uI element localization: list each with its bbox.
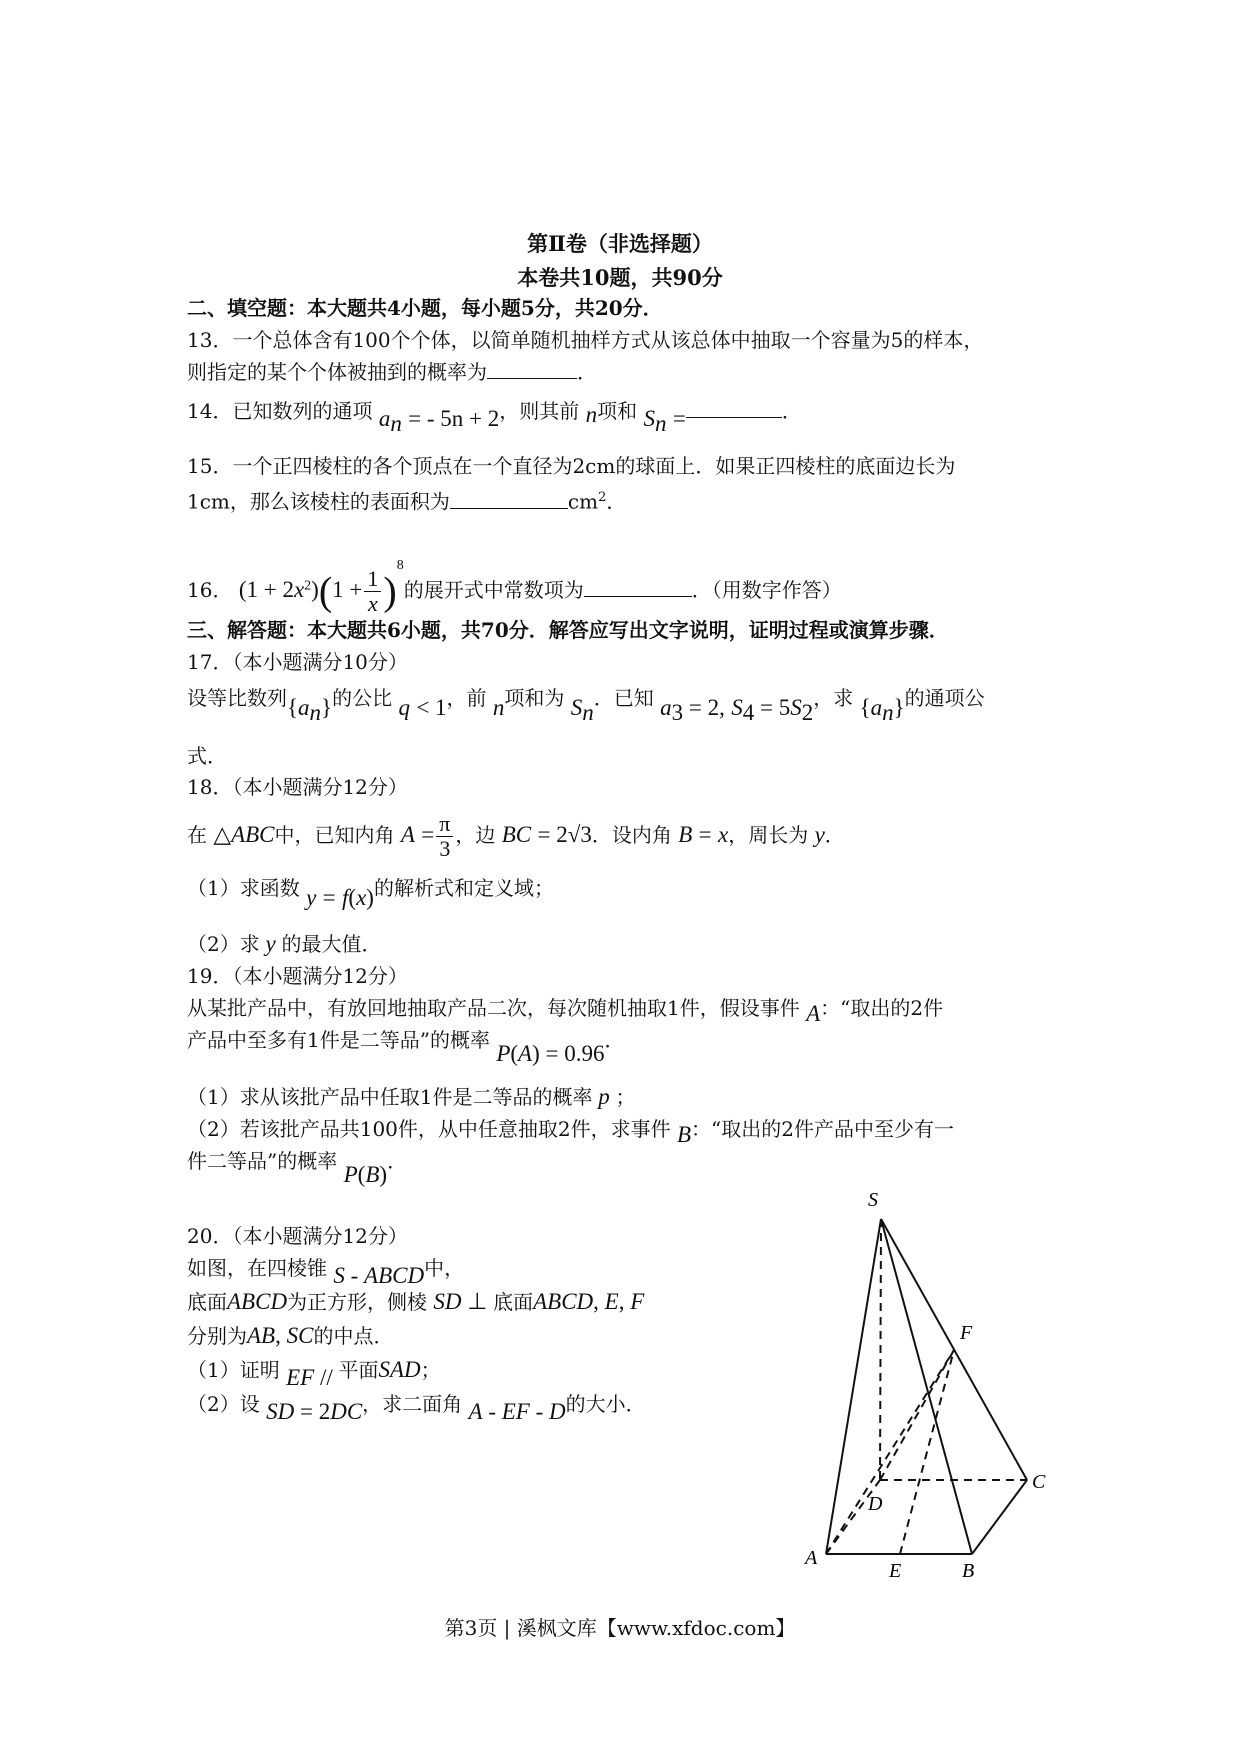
q16-line [187, 538, 842, 620]
q17-text: 项和为 [504, 686, 565, 710]
q19-prob: P(A) = 0.96 [496, 1041, 605, 1066]
fill-blank-heading: 二、填空题：本大题共4小题，每小题5分，共20分． [187, 296, 663, 320]
q15-line1: 15．一个正四棱柱的各个顶点在一个直径为2cm的球面上．如果正四棱柱的底面边长为 [187, 454, 956, 478]
q14-mid2: 项和 [597, 399, 638, 423]
q20-ab-sc: AB, SC [247, 1323, 314, 1348]
q19-text: ； [615, 1085, 636, 1109]
q18-text: 的解析式和定义域； [373, 876, 554, 900]
q19-line1 [187, 993, 944, 1026]
answer-blank [584, 576, 692, 597]
q18-text: ，边 [455, 823, 496, 847]
q18-text: 中，已知内角 [274, 823, 395, 847]
q19-line2: 产品中至多有1件是二等品”的概率 P(A) = 0.96． [187, 1028, 625, 1066]
q19-title: 19．（本小题满分12分） [187, 964, 408, 988]
q20-pyramid: S - ABCD [333, 1263, 425, 1288]
answer-blank [487, 358, 577, 379]
q19-prob-b: P(B) [343, 1162, 388, 1187]
q14-mid: ，则其前 [499, 399, 580, 423]
q19-event-b: B [676, 1122, 692, 1147]
q20-title: 20．（本小题满分12分） [187, 1224, 408, 1248]
q17-sn: $S_n$ [570, 695, 594, 725]
section-subtitle: 本卷共10题，共90分 [517, 265, 723, 290]
solve-heading: 三、解答题：本大题共6小题，共70分．解答应写出文字说明，证明过程或演算步骤． [187, 618, 949, 642]
label-f: F [960, 1322, 973, 1344]
q17-cond: $a_3 = 2$, $S_4 = 5S_2$ [660, 695, 814, 725]
q14-line [187, 396, 802, 436]
q19-event-a: A [806, 1001, 821, 1026]
q19-part1: （1）求从该批产品中任取1件是二等品的概率 p ； [187, 1084, 636, 1109]
q19-text: （2）若该批产品共100件，从中任意抽取2件，求事件 [187, 1117, 671, 1141]
q18-text: （2）求 [187, 932, 260, 956]
q16-prefix: 16． [187, 578, 233, 602]
q19-text: ：“取出的2件产品中至少有一 [691, 1117, 954, 1141]
label-c: C [1032, 1471, 1046, 1493]
q20-text: 分别为 [187, 1324, 247, 1348]
q20-text: 为正方形，侧棱 [287, 1290, 428, 1314]
q20-text: ，求二面角 [362, 1392, 463, 1416]
q18-text: ． [824, 823, 845, 847]
q17-text: 的公比 [332, 686, 393, 710]
q20-text: 的大小． [565, 1392, 646, 1416]
q17-text: 设等比数列 [187, 686, 287, 710]
q15-unit-sup: 2 [598, 490, 607, 505]
q20-base: ABCD [227, 1289, 288, 1314]
page-footer: 第3页 | 溪枫文库【www.xfdoc.com】 [444, 1616, 796, 1640]
q13-line1: 13．一个总体含有100个个体，以简单随机抽样方式从该总体中抽取一个容量为5的样本， [187, 328, 984, 352]
q20-sd: SD [433, 1289, 462, 1314]
q18-text: 在 [187, 823, 207, 847]
q16-suffix: 的展开式中常数项为 [403, 578, 584, 602]
q18-angle-b: B = x [678, 822, 729, 847]
q19-part2-line2: 件二等品”的概率 P(B)． [187, 1149, 408, 1187]
q19-text: 从某批产品中，有放回地抽取产品二次，每次随机抽取1件，假设事件 [187, 996, 800, 1020]
label-d: D [868, 1493, 883, 1515]
q17-text: 的通项公 [904, 686, 985, 710]
q18-function: y = f(x) [306, 885, 374, 910]
q20-text: （2）设 [187, 1392, 260, 1416]
q17-n: n [492, 695, 505, 720]
q18-text: 的最大值． [281, 932, 382, 956]
q18-side: BC = 2√3 [501, 822, 592, 847]
q17-line1 [187, 683, 985, 725]
label-s: S [868, 1189, 878, 1211]
q18-text: （1）求函数 [187, 876, 300, 900]
q20-text: 底面 [187, 1290, 227, 1314]
q20-dihedral: A - EF - D [468, 1399, 566, 1424]
q20-text: 中， [424, 1256, 465, 1280]
q15-line2 [187, 483, 626, 517]
q18-text: ．设内角 [591, 823, 672, 847]
q18-line1 [187, 810, 845, 861]
q20-text: 平面 [338, 1358, 379, 1382]
q17-an: $\{a_n\}$ [287, 695, 333, 725]
q20-sd-dc: SD = 2DC [266, 1399, 363, 1424]
answer-blank [686, 397, 782, 418]
q17-text: ，前 [446, 686, 487, 710]
q19-text: 产品中至多有1件是二等品”的概率 [187, 1028, 490, 1052]
answer-blank [450, 488, 568, 509]
q17-text: ．已知 [593, 686, 654, 710]
q13-end: ． [577, 360, 597, 384]
q17-text: ，求 [813, 686, 854, 710]
q14-prefix: 14．已知数列的通项 [187, 399, 373, 423]
q20-part1: （1）证明 EF // 平面SAD； [187, 1357, 441, 1390]
q15-end: ． [606, 489, 627, 514]
q13-text: 则指定的某个个体被抽到的概率为 [187, 360, 487, 384]
q18-triangle: △ABC [213, 822, 275, 847]
q19-text: ：“取出的2件 [820, 996, 944, 1020]
q14-formula: $a_n$ = - 5n + 2 [378, 406, 500, 436]
q17-line2: 式． [187, 744, 227, 768]
q17-q: q < 1 [398, 695, 447, 720]
q16-end: ．（用数字作答） [691, 578, 842, 602]
q19-text: 件二等品”的概率 [187, 1149, 338, 1173]
q17-an2: $\{a_n\}$ [859, 695, 905, 725]
label-e: E [889, 1560, 902, 1580]
q20-line3 [187, 1321, 393, 1351]
label-a: A [805, 1547, 818, 1569]
q17-title: 17．（本小题满分10分） [187, 650, 408, 674]
q20-ef: EF // [286, 1365, 339, 1390]
q18-title: 18．（本小题满分12分） [187, 775, 408, 799]
section-title: 第Ⅱ卷（非选择题） [527, 231, 713, 256]
q20-line1 [187, 1253, 465, 1288]
q20-text: 底面 [493, 1290, 534, 1314]
q19-part2 [187, 1114, 954, 1147]
pyramid-figure [790, 1180, 1070, 1580]
q20-part2 [187, 1389, 646, 1424]
label-b: B [962, 1560, 975, 1580]
q15-unit: cm [567, 489, 599, 514]
q16-expression: $(1 + 2x^2)(1$ + $\frac{1}{x}$ )$^8$ [238, 558, 404, 616]
q20-text: 的中点． [313, 1324, 394, 1348]
q20-line2: 底面ABCD为正方形，侧棱 SD ⊥ 底面ABCD, E, F [187, 1289, 645, 1314]
q14-sn: $S_n$ = [643, 406, 686, 436]
q18-angle-a: A = $\frac{\pi}{3}$ [401, 823, 456, 847]
q18-part1 [187, 873, 554, 910]
q18-text: ，周长为 [728, 823, 809, 847]
q18-part2: （2）求 y 的最大值． [187, 931, 382, 956]
q13-line2 [187, 357, 597, 387]
q20-sad: SAD [378, 1357, 421, 1382]
q19-text: （1）求从该批产品中任取1件是二等品的概率 [187, 1085, 593, 1109]
q20-text: （1）证明 [187, 1358, 280, 1382]
q18-y: y [814, 822, 825, 847]
q20-text: 如图，在四棱锥 [187, 1256, 327, 1280]
q14-n: n [585, 402, 598, 427]
q15-text: 1cm，那么该棱柱的表面积为 [187, 489, 450, 514]
q20-points: ABCD, E, F [533, 1289, 645, 1314]
q14-end: ． [781, 399, 802, 423]
